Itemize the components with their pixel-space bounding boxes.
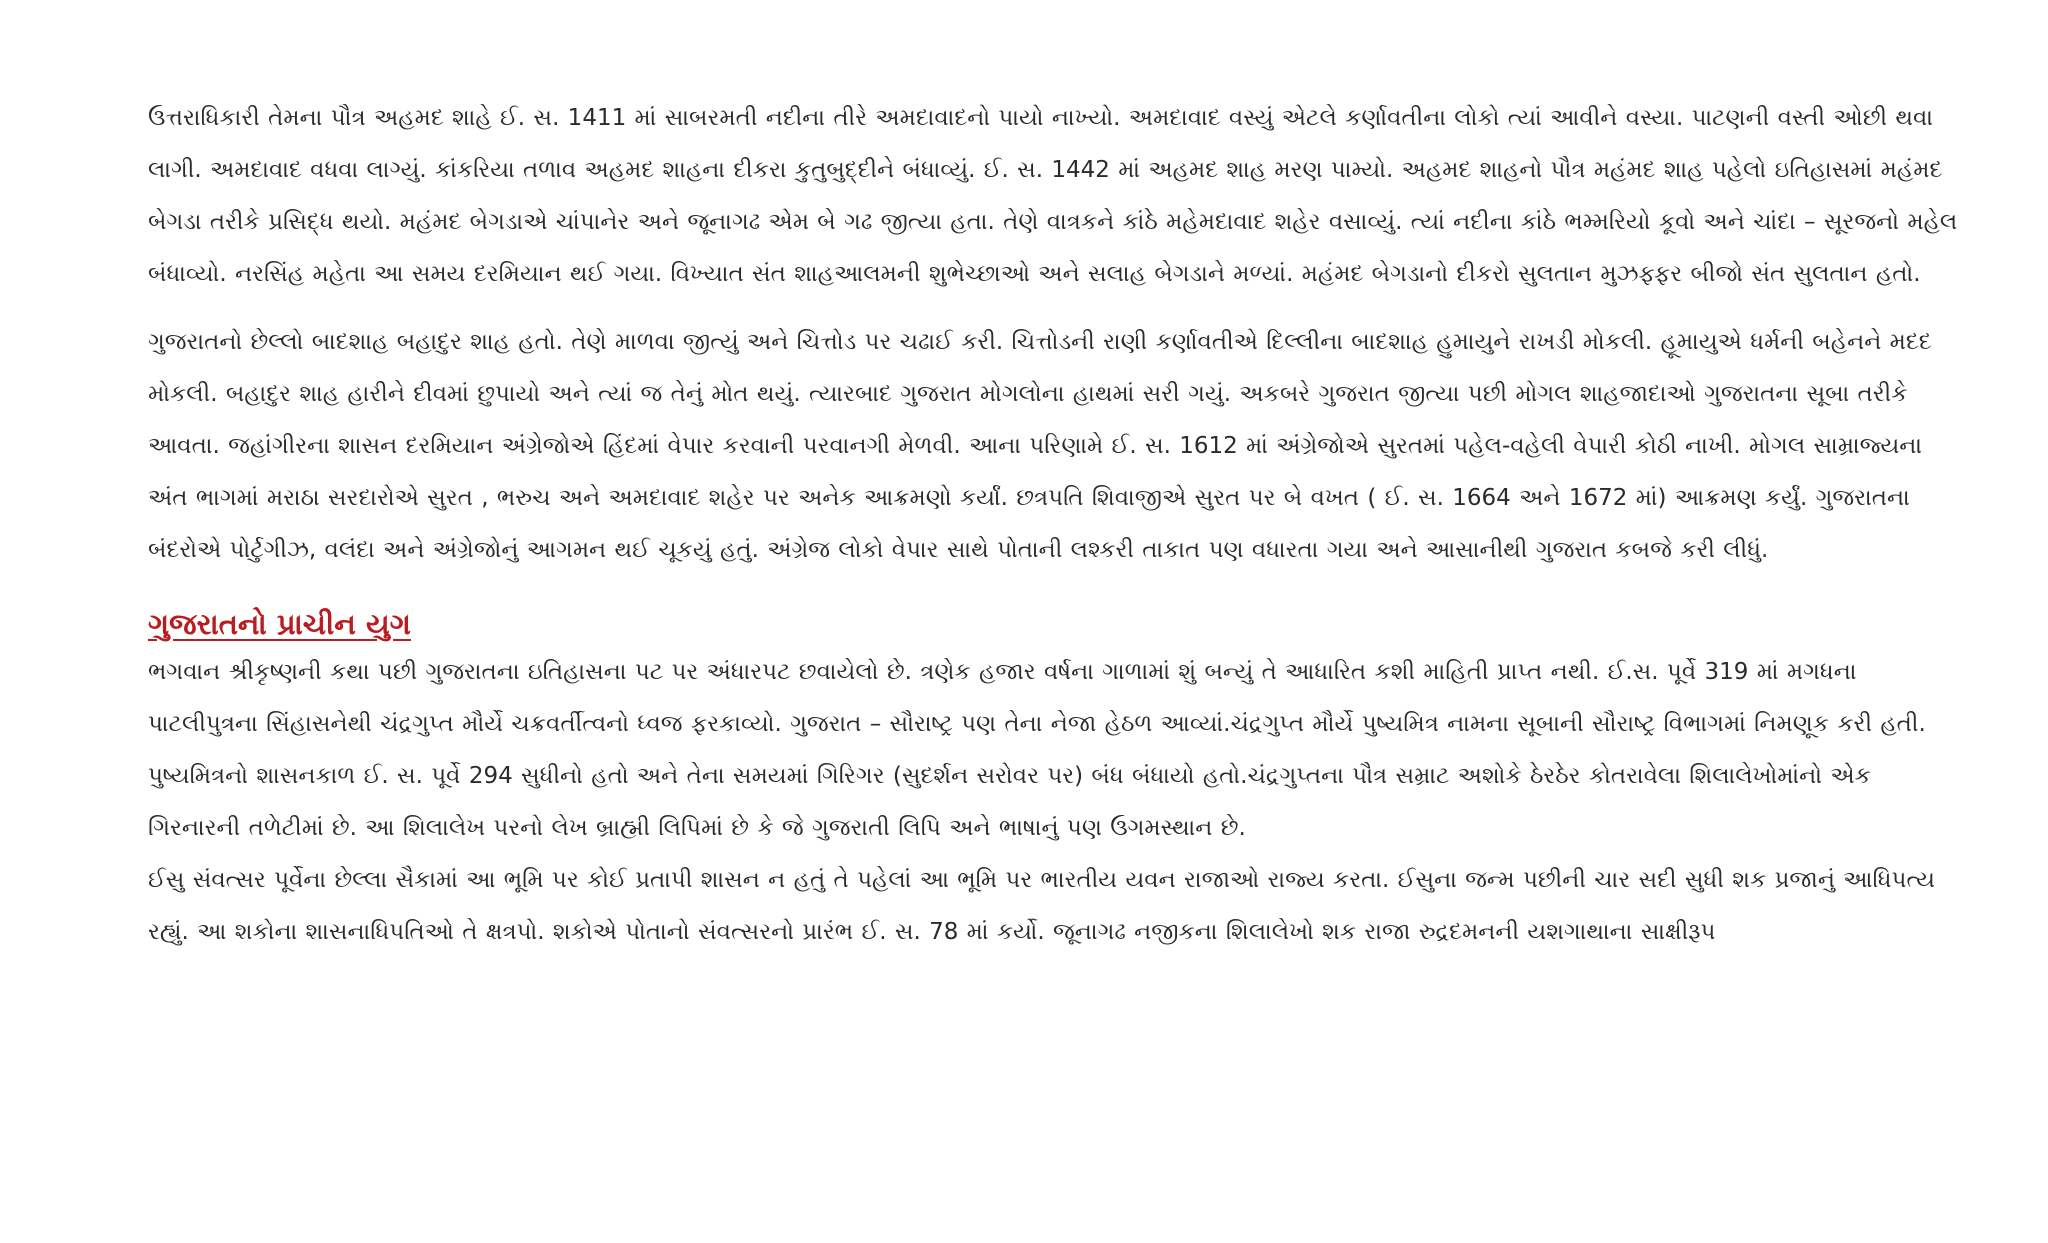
section-ancient-era [148, 592, 1968, 958]
paragraph-ahmed-shah: ઉત્તરાધિકારી તેમના પૌત્ર અહમદ શાહે ઈ. સ. 1411 માં સાબરમતી નદીના તીરે અમદાવાદનો પાયો નાખ્યો. અમદાવાદ વસ્યું એટલે કર્ણાવતીના લોકો ત્યાં આવીને વસ્યા. પાટણની વસ્તી ઓછી થવા લાગી. અમદાવાદ વધવા લાગ્યું. કાંકરિયા તળાવ અહમદ શાહના દીકરા કુતુબુદ્દીને બંધાવ્યું. ઈ. સ. 1442 માં અહમદ શાહ મરણ પામ્યો. અહમદ શાહનો પૌત્ર મહંમદ શાહ પહેલો ઇતિહાસમાં મહંમદ બેગડા તરીકે પ્રસિદ્ધ થયો. મહંમદ બેગડાએ ચાંપાનેર અને જૂનાગઢ એમ બે ગઢ જીત્યા હતા. તેણે વાત્રકને કાંઠે મહેમદાવાદ શહેર વસાવ્યું. ત્યાં નદીના કાંઠે ભમ્મરિયો કૂવો અને ચાંદા – સૂરજનો મહેલ બંધાવ્યો. નરસિંહ મહેતા આ સમય દરમિયાન થઈ ગયા. વિખ્યાત સંત શાહઆલમની શુભેચ્છાઓ અને સલાહ બેગડાને મળ્યાં. મહંમદ બેગડાનો દીકરો સુલતાન મુઝફ્ફર બીજો સંત સુલતાન હતો. [148, 105, 1958, 287]
paragraph-kshatrap-era: ઈસુ સંવત્સર પૂર્વેના છેલ્લા સૈકામાં આ ભૂમિ પર કોઈ પ્રતાપી શાસન ન હતું તે પહેલાં આ ભૂમિ પર ભારતીય યવન રાજાઓ રાજ્ય કરતા. ઈસુના જન્મ પછીની ચાર સદી સુધી શક પ્રજાનું આધિપત્ય રહ્યું. આ શકોના શાસનાધિપતિઓ તે ક્ષત્રપો. શકોએ પોતાનો સંવત્સરનો પ્રારંભ ઈ. સ. 78 માં કર્યો. જૂનાગઢ નજીકના શિલાલેખો શક રાજા રુદ્રદમનની યશગાથાના સાક્ષીરૂપ [148, 867, 1935, 945]
paragraph-bahadur-shah: ગુજરાતનો છેલ્લો બાદશાહ બહાદુર શાહ હતો. તેણે માળવા જીત્યું અને ચિત્તોડ પર ચઢાઈ કરી. ચિત્તોડની રાણી કર્ણાવતીએ દિલ્લીના બાદશાહ હુમાયુને રાખડી મોકલી. હૂમાયુએ ધર્મની બહેનને મદદ મોકલી. બહાદુર શાહ હારીને દીવમાં છુપાયો અને ત્યાં જ તેનું મોત થયું. ત્યારબાદ ગુજરાત મોગલોના હાથમાં સરી ગયું. અકબરે ગુજરાત જીત્યા પછી મોગલ શાહજાદાઓ ગુજરાતના સૂબા તરીકે આવતા. જહાંગીરના શાસન દરમિયાન અંગ્રેજોએ હિંદમાં વેપાર કરવાની પરવાનગી મેળવી. આના પરિણામે ઈ. સ. 1612 માં અંગ્રેજોએ સુરતમાં પહેલ-વહેલી વેપારી કોઠી નાખી. મોગલ સામ્રાજ્યના અંત ભાગમાં મરાઠા સરદારોએ સુરત , ભરુચ અને અમદાવાદ શહેર પર અનેક આક્રમણો કર્યાં. છત્રપતિ શિવાજીએ સુરત પર બે વખત ( ઈ. સ. 1664 અને 1672 માં) આક્રમણ કર્યું. ગુજરાતના બંદરોએ પોર્ટુગીઝ, વલંદા અને અંગ્રેજોનું આગમન થઈ ચૂકયું હતું. અંગ્રેજ લોકો વેપાર સાથે પોતાની લશ્કરી તાકાત પણ વધારતા ગયા અને આસાનીથી ગુજરાત કબજે કરી લીધું. [148, 329, 1932, 563]
paragraph-mauryan-era: ભગવાન શ્રીકૃષ્ણની કથા પછી ગુજરાતના ઇતિહાસના પટ પર અંધારપટ છવાયેલો છે. ત્રણેક હજાર વર્ષના ગાળામાં શું બન્યું તે આધારિત કશી માહિતી પ્રાપ્ત નથી. ઈ.સ. પૂર્વે 319 માં મગધના પાટલીપુત્રના સિંહાસનેથી ચંદ્રગુપ્ત મૌર્યે ચક્રવર્તીત્વનો ધ્વજ ફરકાવ્યો. ગુજરાત – સૌરાષ્ટ્ર પણ તેના નેજા હેઠળ આવ્યાં.ચંદ્રગુપ્ત મૌર્યે પુષ્યમિત્ર નામના સૂબાની સૌરાષ્ટ્ર વિભાગમાં નિમણૂક કરી હતી. પુષ્યમિત્રનો શાસનકાળ ઈ. સ. પૂર્વે 294 સુધીનો હતો અને તેના સમયમાં ગિરિગર (સુદર્શન સરોવર પર) બંધ બંધાયો હતો.ચંદ્રગુપ્તના પૌત્ર સમ્રાટ અશોકે ઠેરઠેર કોતરાવેલા શિલાલેખોમાંનો એક ગિરનારની તળેટીમાં છે. આ શિલાલેખ પરનો લેખ બ્રાહ્મી લિપિમાં છે કે જે ગુજરાતી લિપિ અને ભાષાનું પણ ઉગમસ્થાન છે. [148, 659, 1926, 841]
section-heading: ગુજરાતનો પ્રાચીન યુગ [148, 607, 411, 641]
document-page [148, 92, 1968, 958]
